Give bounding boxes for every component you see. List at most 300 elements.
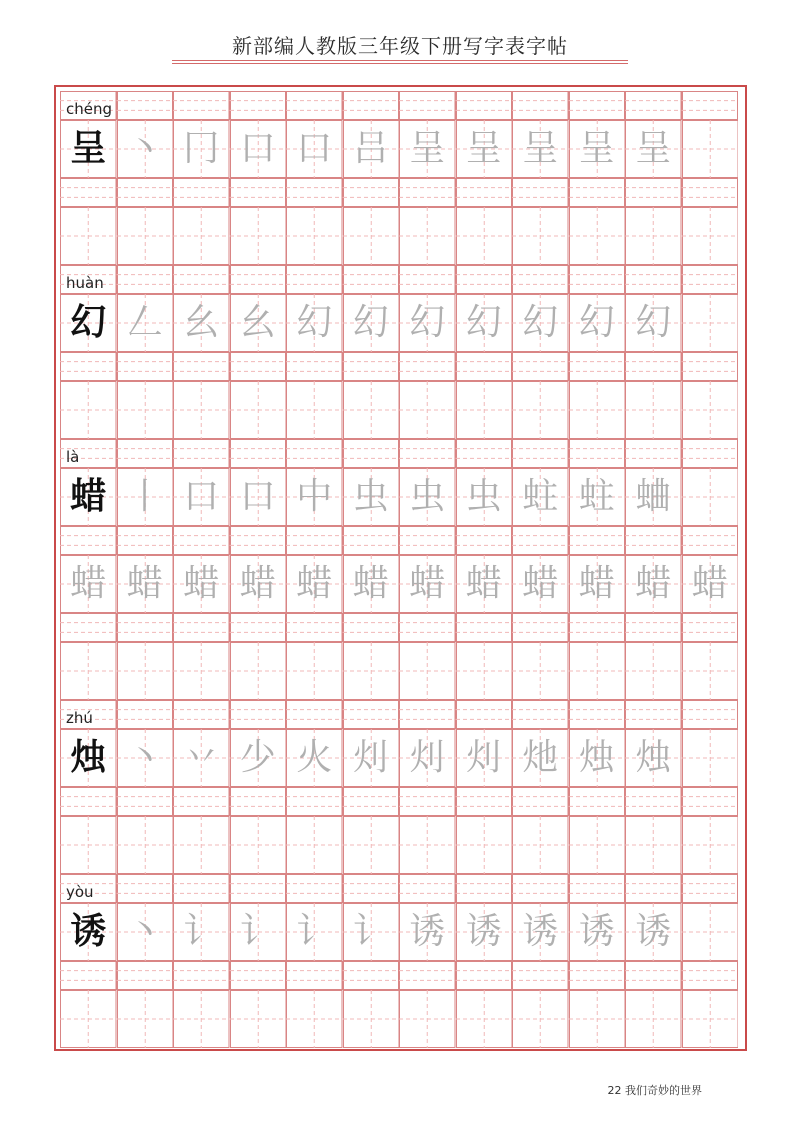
- tian-zi-cell[interactable]: [117, 903, 174, 961]
- pinyin-cell[interactable]: [173, 526, 230, 555]
- trace-character: 吕: [352, 128, 389, 169]
- pinyin-cell[interactable]: [173, 787, 230, 816]
- tian-zi-cell[interactable]: [60, 120, 117, 178]
- pinyin-cell[interactable]: [230, 787, 287, 816]
- pinyin-cell[interactable]: [399, 265, 456, 294]
- pinyin-cell[interactable]: [399, 91, 456, 120]
- tian-zi-cell[interactable]: [625, 903, 682, 961]
- tian-zi-cell[interactable]: [512, 207, 569, 265]
- trace-character: 丶: [126, 128, 163, 169]
- tian-zi-cell[interactable]: [343, 381, 400, 439]
- trace-character: 诱: [522, 911, 559, 952]
- tian-zi-cell[interactable]: [569, 642, 626, 700]
- trace-character: 呈: [635, 128, 672, 169]
- pinyin-cell[interactable]: [682, 352, 739, 381]
- trace-character: 幻: [522, 302, 559, 343]
- tian-zi-cell[interactable]: [60, 555, 117, 613]
- pinyin-cell[interactable]: [569, 700, 626, 729]
- tian-zi-cell[interactable]: [682, 903, 739, 961]
- model-character: 蜡: [70, 476, 107, 517]
- tian-zi-cell[interactable]: [117, 990, 174, 1048]
- pinyin-cell[interactable]: [343, 265, 400, 294]
- tian-zi-cell[interactable]: [117, 381, 174, 439]
- pinyin-cell[interactable]: [286, 874, 343, 903]
- tian-zi-cell[interactable]: [230, 555, 287, 613]
- tian-zi-cell[interactable]: [117, 468, 174, 526]
- pinyin-cell[interactable]: [60, 352, 117, 381]
- pinyin-band: [60, 178, 738, 207]
- pinyin-cell[interactable]: [173, 700, 230, 729]
- pinyin-cell[interactable]: [60, 265, 117, 294]
- pinyin-cell[interactable]: [456, 178, 513, 207]
- tian-zi-cell[interactable]: [512, 381, 569, 439]
- tian-zi-cell[interactable]: [343, 642, 400, 700]
- pinyin-cell[interactable]: [512, 526, 569, 555]
- pinyin-label: chéng: [66, 100, 113, 118]
- pinyin-cell[interactable]: [230, 91, 287, 120]
- pinyin-cell[interactable]: [173, 613, 230, 642]
- pinyin-label: yòu: [66, 883, 94, 901]
- tian-zi-cell[interactable]: [625, 990, 682, 1048]
- tian-zi-cell[interactable]: [512, 990, 569, 1048]
- tian-zi-cell[interactable]: [343, 120, 400, 178]
- trace-character: 冂: [183, 128, 220, 169]
- tian-zi-cell[interactable]: [173, 120, 230, 178]
- tian-zi-cell[interactable]: [286, 990, 343, 1048]
- pinyin-cell[interactable]: [682, 874, 739, 903]
- pinyin-cell[interactable]: [569, 91, 626, 120]
- tian-zi-cell[interactable]: [569, 294, 626, 352]
- trace-character: 幻: [409, 302, 446, 343]
- tian-zi-cell[interactable]: [625, 729, 682, 787]
- tian-zi-cell[interactable]: [682, 816, 739, 874]
- title-underline-top: [172, 60, 628, 61]
- tian-zi-cell[interactable]: [230, 381, 287, 439]
- pinyin-cell[interactable]: [286, 352, 343, 381]
- tian-zi-cell[interactable]: [173, 294, 230, 352]
- pinyin-cell[interactable]: [569, 874, 626, 903]
- pinyin-cell[interactable]: [682, 439, 739, 468]
- pinyin-cell[interactable]: [399, 961, 456, 990]
- pinyin-cell[interactable]: [117, 265, 174, 294]
- pinyin-cell[interactable]: [286, 787, 343, 816]
- pinyin-cell[interactable]: [399, 526, 456, 555]
- pinyin-cell[interactable]: [60, 526, 117, 555]
- tian-zi-cell[interactable]: [117, 207, 174, 265]
- pinyin-cell[interactable]: [399, 352, 456, 381]
- pinyin-cell[interactable]: [456, 874, 513, 903]
- pinyin-cell[interactable]: [60, 613, 117, 642]
- tian-zi-cell[interactable]: [343, 468, 400, 526]
- pinyin-cell[interactable]: [343, 874, 400, 903]
- tian-zi-cell[interactable]: [286, 816, 343, 874]
- pinyin-cell[interactable]: [682, 91, 739, 120]
- tian-zi-cell[interactable]: [569, 816, 626, 874]
- tian-zi-cell[interactable]: [512, 729, 569, 787]
- pinyin-cell[interactable]: [117, 526, 174, 555]
- pinyin-cell[interactable]: [230, 352, 287, 381]
- tian-zi-cell[interactable]: [456, 642, 513, 700]
- pinyin-cell[interactable]: [60, 874, 117, 903]
- tian-zi-cell[interactable]: [343, 990, 400, 1048]
- tian-zi-cell[interactable]: [286, 555, 343, 613]
- pinyin-cell[interactable]: [456, 961, 513, 990]
- tian-zi-cell[interactable]: [682, 120, 739, 178]
- pinyin-cell[interactable]: [625, 613, 682, 642]
- pinyin-cell[interactable]: [399, 787, 456, 816]
- tian-zi-cell[interactable]: [625, 294, 682, 352]
- tian-zi-cell[interactable]: [230, 468, 287, 526]
- pinyin-cell[interactable]: [230, 700, 287, 729]
- tian-zi-cell[interactable]: [682, 642, 739, 700]
- pinyin-cell[interactable]: [456, 787, 513, 816]
- character-band: [60, 381, 738, 439]
- pinyin-cell[interactable]: [230, 613, 287, 642]
- pinyin-cell[interactable]: [456, 265, 513, 294]
- pinyin-cell[interactable]: [230, 526, 287, 555]
- pinyin-cell[interactable]: [399, 874, 456, 903]
- tian-zi-cell[interactable]: [117, 120, 174, 178]
- pinyin-cell[interactable]: [60, 178, 117, 207]
- pinyin-cell[interactable]: [569, 178, 626, 207]
- tian-zi-cell[interactable]: [286, 729, 343, 787]
- pinyin-cell[interactable]: [286, 526, 343, 555]
- tian-zi-cell[interactable]: [399, 642, 456, 700]
- pinyin-cell[interactable]: [117, 91, 174, 120]
- trace-character: 呈: [578, 128, 615, 169]
- tian-zi-cell[interactable]: [625, 816, 682, 874]
- pinyin-cell[interactable]: [682, 787, 739, 816]
- tian-zi-cell[interactable]: [399, 555, 456, 613]
- pinyin-cell[interactable]: [625, 265, 682, 294]
- tian-zi-cell[interactable]: [456, 120, 513, 178]
- tian-zi-cell[interactable]: [512, 555, 569, 613]
- pinyin-cell[interactable]: [569, 526, 626, 555]
- pinyin-cell[interactable]: [286, 178, 343, 207]
- tian-zi-cell[interactable]: [569, 120, 626, 178]
- tian-zi-cell[interactable]: [399, 381, 456, 439]
- tian-zi-cell[interactable]: [512, 468, 569, 526]
- pinyin-cell[interactable]: [569, 352, 626, 381]
- pinyin-cell[interactable]: [286, 265, 343, 294]
- pinyin-cell[interactable]: [117, 874, 174, 903]
- tian-zi-cell[interactable]: [60, 294, 117, 352]
- pinyin-cell[interactable]: [512, 700, 569, 729]
- pinyin-cell[interactable]: [117, 178, 174, 207]
- trace-character: 丨: [126, 476, 163, 517]
- tian-zi-cell[interactable]: [60, 642, 117, 700]
- tian-zi-cell[interactable]: [173, 555, 230, 613]
- tian-zi-cell[interactable]: [569, 729, 626, 787]
- tian-zi-cell[interactable]: [625, 555, 682, 613]
- pinyin-cell[interactable]: [230, 265, 287, 294]
- tian-zi-cell[interactable]: [117, 642, 174, 700]
- character-band: [60, 816, 738, 874]
- tian-zi-cell[interactable]: [512, 294, 569, 352]
- tian-zi-cell[interactable]: [399, 120, 456, 178]
- tian-zi-cell[interactable]: [569, 555, 626, 613]
- pinyin-cell[interactable]: [512, 439, 569, 468]
- tian-zi-cell[interactable]: [682, 990, 739, 1048]
- pinyin-cell[interactable]: [343, 352, 400, 381]
- pinyin-cell[interactable]: [512, 787, 569, 816]
- pinyin-cell[interactable]: [399, 178, 456, 207]
- tian-zi-cell[interactable]: [399, 468, 456, 526]
- tian-zi-cell[interactable]: [230, 294, 287, 352]
- tian-zi-cell[interactable]: [230, 990, 287, 1048]
- pinyin-cell[interactable]: [625, 874, 682, 903]
- tian-zi-cell[interactable]: [399, 207, 456, 265]
- trace-character: 丶: [126, 911, 163, 952]
- pinyin-cell[interactable]: [625, 787, 682, 816]
- trace-character: 蜡: [183, 563, 220, 604]
- tian-zi-cell[interactable]: [682, 207, 739, 265]
- tian-zi-cell[interactable]: [286, 294, 343, 352]
- trace-character: 幻: [465, 302, 502, 343]
- tian-zi-cell[interactable]: [117, 729, 174, 787]
- tian-zi-cell[interactable]: [343, 294, 400, 352]
- tian-zi-cell[interactable]: [625, 468, 682, 526]
- pinyin-cell[interactable]: [625, 439, 682, 468]
- tian-zi-cell[interactable]: [512, 120, 569, 178]
- tian-zi-cell[interactable]: [569, 468, 626, 526]
- pinyin-cell[interactable]: [682, 613, 739, 642]
- pinyin-cell[interactable]: [343, 178, 400, 207]
- pinyin-cell[interactable]: [173, 178, 230, 207]
- pinyin-cell[interactable]: [60, 787, 117, 816]
- pinyin-cell[interactable]: [682, 265, 739, 294]
- tian-zi-cell[interactable]: [173, 381, 230, 439]
- pinyin-cell[interactable]: [456, 613, 513, 642]
- tian-zi-cell[interactable]: [399, 990, 456, 1048]
- tian-zi-cell[interactable]: [682, 729, 739, 787]
- tian-zi-cell[interactable]: [60, 816, 117, 874]
- tian-zi-cell[interactable]: [512, 816, 569, 874]
- pinyin-cell[interactable]: [286, 613, 343, 642]
- pinyin-cell[interactable]: [60, 439, 117, 468]
- pinyin-cell[interactable]: [173, 265, 230, 294]
- pinyin-cell[interactable]: [625, 961, 682, 990]
- pinyin-cell[interactable]: [286, 700, 343, 729]
- pinyin-cell[interactable]: [343, 91, 400, 120]
- tian-zi-cell[interactable]: [117, 555, 174, 613]
- pinyin-cell[interactable]: [343, 439, 400, 468]
- pinyin-cell[interactable]: [399, 439, 456, 468]
- tian-zi-cell[interactable]: [343, 816, 400, 874]
- tian-zi-cell[interactable]: [343, 903, 400, 961]
- tian-zi-cell[interactable]: [286, 468, 343, 526]
- pinyin-cell[interactable]: [286, 439, 343, 468]
- pinyin-cell[interactable]: [625, 352, 682, 381]
- pinyin-cell[interactable]: [117, 613, 174, 642]
- tian-zi-cell[interactable]: [286, 381, 343, 439]
- pinyin-cell[interactable]: [343, 787, 400, 816]
- pinyin-cell[interactable]: [399, 613, 456, 642]
- tian-zi-cell[interactable]: [286, 120, 343, 178]
- pinyin-cell[interactable]: [569, 961, 626, 990]
- tian-zi-cell[interactable]: [399, 729, 456, 787]
- tian-zi-cell[interactable]: [60, 468, 117, 526]
- tian-zi-cell[interactable]: [173, 207, 230, 265]
- pinyin-cell[interactable]: [569, 439, 626, 468]
- tian-zi-cell[interactable]: [286, 207, 343, 265]
- tian-zi-cell[interactable]: [569, 207, 626, 265]
- trace-character: 幺: [183, 302, 220, 343]
- pinyin-cell[interactable]: [399, 700, 456, 729]
- pinyin-cell[interactable]: [230, 439, 287, 468]
- tian-zi-cell[interactable]: [456, 729, 513, 787]
- tian-zi-cell[interactable]: [343, 729, 400, 787]
- tian-zi-cell[interactable]: [230, 903, 287, 961]
- tian-zi-cell[interactable]: [230, 729, 287, 787]
- tian-zi-cell[interactable]: [60, 207, 117, 265]
- tian-zi-cell[interactable]: [230, 816, 287, 874]
- pinyin-cell[interactable]: [117, 961, 174, 990]
- tian-zi-cell[interactable]: [682, 468, 739, 526]
- trace-character: 灲: [409, 737, 446, 778]
- character-band: [60, 294, 738, 352]
- tian-zi-cell[interactable]: [343, 207, 400, 265]
- trace-character: 诱: [635, 911, 672, 952]
- tian-zi-cell[interactable]: [343, 555, 400, 613]
- pinyin-cell[interactable]: [512, 874, 569, 903]
- pinyin-cell[interactable]: [682, 961, 739, 990]
- tian-zi-cell[interactable]: [230, 207, 287, 265]
- page-title: 新部编人教版三年级下册写字表字帖: [232, 34, 568, 58]
- tian-zi-cell[interactable]: [569, 990, 626, 1048]
- tian-zi-cell[interactable]: [456, 207, 513, 265]
- pinyin-cell[interactable]: [117, 439, 174, 468]
- pinyin-cell[interactable]: [512, 178, 569, 207]
- tian-zi-cell[interactable]: [117, 816, 174, 874]
- pinyin-cell[interactable]: [512, 352, 569, 381]
- pinyin-cell[interactable]: [173, 439, 230, 468]
- tian-zi-cell[interactable]: [625, 381, 682, 439]
- tian-zi-cell[interactable]: [173, 816, 230, 874]
- pinyin-cell[interactable]: [343, 700, 400, 729]
- trace-character: 幻: [296, 302, 333, 343]
- tian-zi-cell[interactable]: [456, 381, 513, 439]
- tian-zi-cell[interactable]: [60, 990, 117, 1048]
- tian-zi-cell[interactable]: [117, 294, 174, 352]
- pinyin-cell[interactable]: [569, 265, 626, 294]
- title-underline-bottom: [172, 63, 628, 64]
- pinyin-cell[interactable]: [625, 178, 682, 207]
- pinyin-cell[interactable]: [512, 265, 569, 294]
- tian-zi-cell[interactable]: [230, 642, 287, 700]
- tian-zi-cell[interactable]: [682, 294, 739, 352]
- tian-zi-cell[interactable]: [286, 903, 343, 961]
- pinyin-cell[interactable]: [512, 613, 569, 642]
- tian-zi-cell[interactable]: [456, 468, 513, 526]
- pinyin-cell[interactable]: [230, 178, 287, 207]
- tian-zi-cell[interactable]: [399, 294, 456, 352]
- pinyin-cell[interactable]: [569, 787, 626, 816]
- tian-zi-cell[interactable]: [682, 381, 739, 439]
- pinyin-cell[interactable]: [230, 961, 287, 990]
- tian-zi-cell[interactable]: [456, 555, 513, 613]
- pinyin-cell[interactable]: [343, 613, 400, 642]
- tian-zi-cell[interactable]: [625, 642, 682, 700]
- pinyin-cell[interactable]: [286, 91, 343, 120]
- pinyin-cell[interactable]: [286, 961, 343, 990]
- pinyin-cell[interactable]: [173, 91, 230, 120]
- tian-zi-cell[interactable]: [60, 381, 117, 439]
- tian-zi-cell[interactable]: [456, 294, 513, 352]
- pinyin-band: [60, 613, 738, 642]
- pinyin-cell[interactable]: [117, 352, 174, 381]
- pinyin-cell[interactable]: [512, 91, 569, 120]
- pinyin-cell[interactable]: [60, 700, 117, 729]
- tian-zi-cell[interactable]: [230, 120, 287, 178]
- pinyin-cell[interactable]: [456, 91, 513, 120]
- trace-character: 呈: [465, 128, 502, 169]
- pinyin-cell[interactable]: [117, 787, 174, 816]
- trace-character: 少: [239, 737, 276, 778]
- pinyin-cell[interactable]: [625, 700, 682, 729]
- pinyin-cell[interactable]: [173, 961, 230, 990]
- pinyin-cell[interactable]: [625, 91, 682, 120]
- pinyin-cell[interactable]: [682, 526, 739, 555]
- pinyin-cell[interactable]: [625, 526, 682, 555]
- pinyin-cell[interactable]: [60, 91, 117, 120]
- pinyin-cell[interactable]: [456, 700, 513, 729]
- pinyin-cell[interactable]: [456, 352, 513, 381]
- tian-zi-cell[interactable]: [456, 816, 513, 874]
- tian-zi-cell[interactable]: [399, 903, 456, 961]
- pinyin-cell[interactable]: [682, 178, 739, 207]
- tian-zi-cell[interactable]: [625, 120, 682, 178]
- pinyin-cell[interactable]: [173, 352, 230, 381]
- tian-zi-cell[interactable]: [569, 381, 626, 439]
- tian-zi-cell[interactable]: [60, 903, 117, 961]
- tian-zi-cell[interactable]: [456, 903, 513, 961]
- tian-zi-cell[interactable]: [173, 903, 230, 961]
- trace-character: 蛐: [635, 476, 672, 517]
- tian-zi-cell[interactable]: [173, 468, 230, 526]
- tian-zi-cell[interactable]: [512, 642, 569, 700]
- tian-zi-cell[interactable]: [60, 729, 117, 787]
- pinyin-cell[interactable]: [230, 874, 287, 903]
- pinyin-cell[interactable]: [512, 961, 569, 990]
- pinyin-cell[interactable]: [456, 526, 513, 555]
- pinyin-cell[interactable]: [343, 961, 400, 990]
- tian-zi-cell[interactable]: [173, 990, 230, 1048]
- tian-zi-cell[interactable]: [682, 555, 739, 613]
- trace-character: 虫: [352, 476, 389, 517]
- pinyin-cell[interactable]: [569, 613, 626, 642]
- pinyin-cell[interactable]: [456, 439, 513, 468]
- model-character: 诱: [70, 911, 107, 952]
- tian-zi-cell[interactable]: [173, 642, 230, 700]
- tian-zi-cell[interactable]: [456, 990, 513, 1048]
- pinyin-label: zhú: [66, 709, 93, 727]
- character-band: [60, 468, 738, 526]
- tian-zi-cell[interactable]: [399, 816, 456, 874]
- pinyin-cell[interactable]: [682, 700, 739, 729]
- pinyin-cell[interactable]: [173, 874, 230, 903]
- pinyin-band: [60, 526, 738, 555]
- tian-zi-cell[interactable]: [512, 903, 569, 961]
- page-footer: [608, 1082, 703, 1098]
- pinyin-cell[interactable]: [117, 700, 174, 729]
- pinyin-cell[interactable]: [60, 961, 117, 990]
- tian-zi-cell[interactable]: [173, 729, 230, 787]
- pinyin-cell[interactable]: [343, 526, 400, 555]
- tian-zi-cell[interactable]: [569, 903, 626, 961]
- tian-zi-cell[interactable]: [625, 207, 682, 265]
- tian-zi-cell[interactable]: [286, 642, 343, 700]
